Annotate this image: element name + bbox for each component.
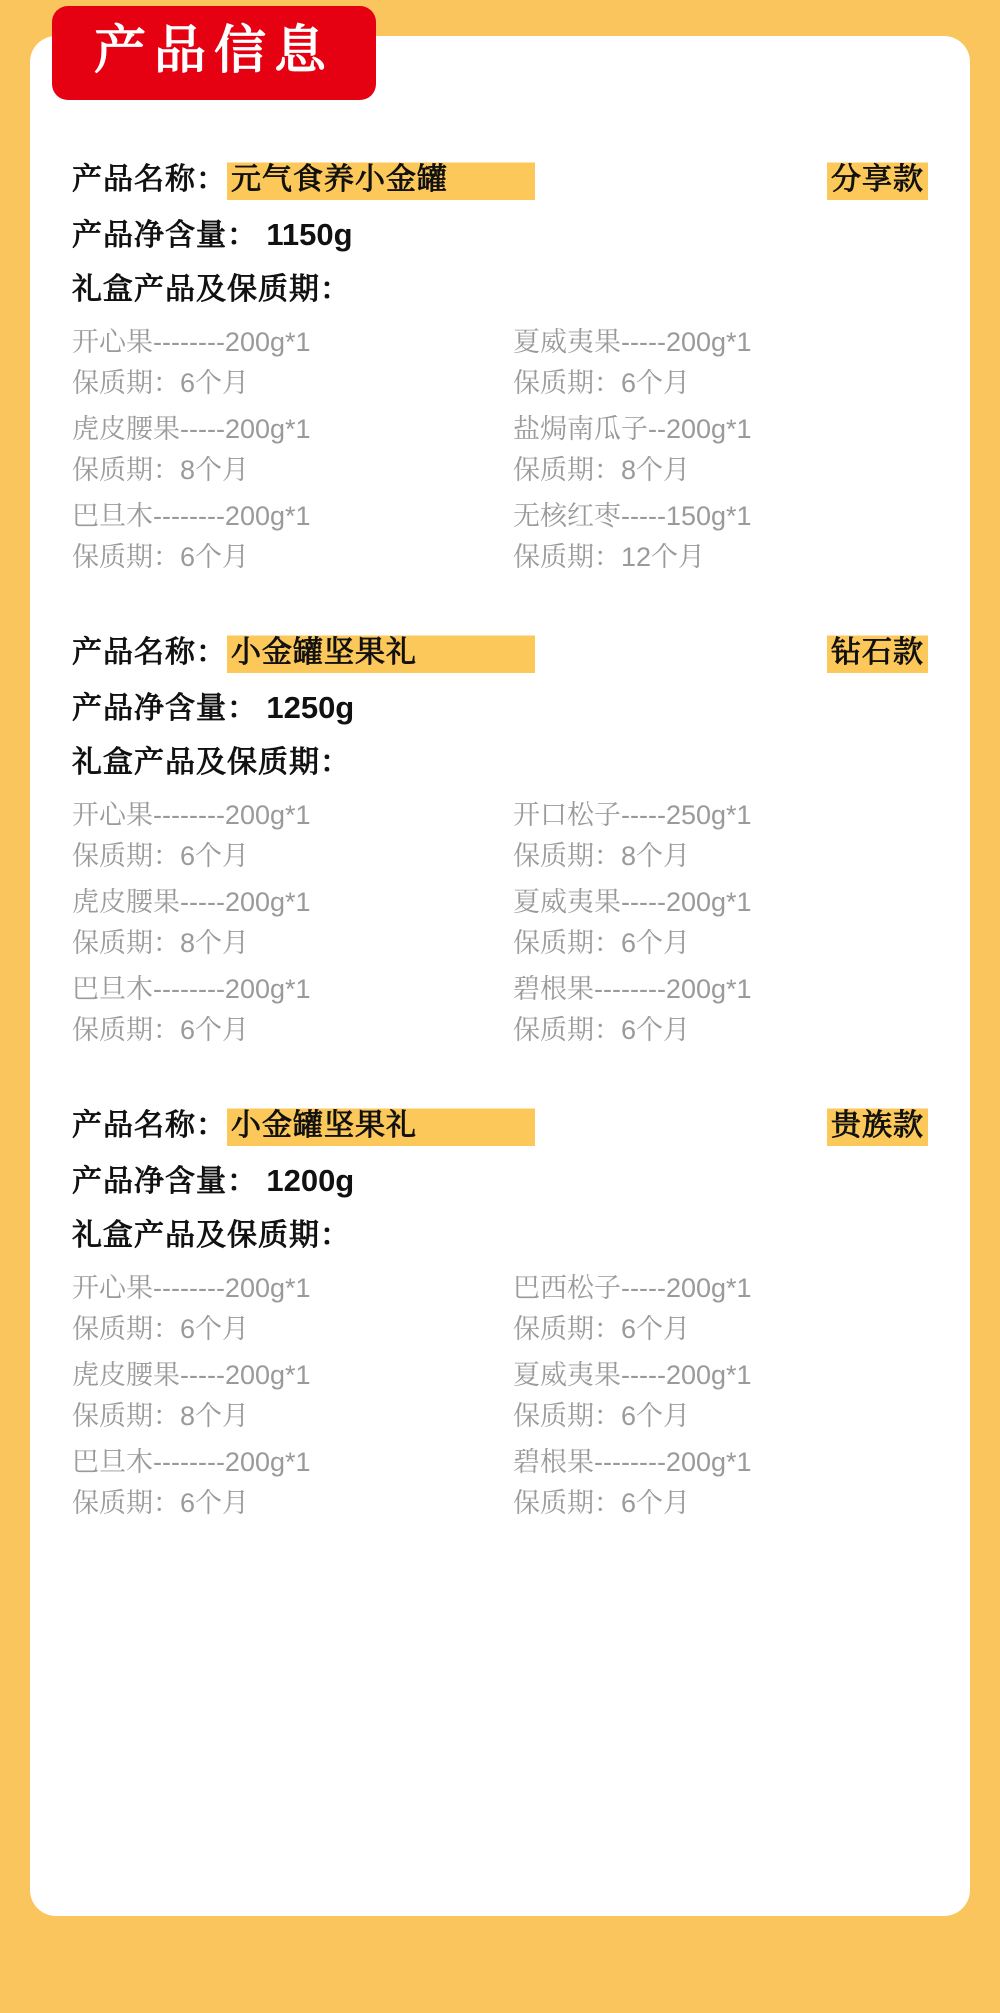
product-items-grid — [72, 795, 928, 1056]
product-name-left — [72, 627, 535, 673]
item-shelf-life: 保质期：8个月 — [513, 840, 691, 871]
page-title: 产品信息 — [94, 22, 335, 80]
list-item — [72, 1268, 487, 1349]
item-name: 巴西松子-----200g*1 — [513, 1273, 752, 1303]
item-name: 虎皮腰果-----200g*1 — [72, 1360, 311, 1390]
item-name: 虎皮腰果-----200g*1 — [72, 887, 311, 917]
product-weight-value: 1200g — [266, 1163, 355, 1198]
item-shelf-life: 保质期：6个月 — [72, 541, 250, 572]
product-block — [72, 1100, 928, 1529]
product-name-label: 产品名称： — [72, 163, 227, 196]
item-name: 虎皮腰果-----200g*1 — [72, 414, 311, 444]
product-weight-value: 1150g — [266, 217, 353, 252]
product-weight-row — [72, 210, 928, 254]
item-shelf-life: 保质期：6个月 — [513, 1313, 691, 1344]
product-items-grid — [72, 1268, 928, 1529]
list-item — [72, 409, 487, 490]
list-item — [72, 1442, 487, 1523]
product-weight-row — [72, 1156, 928, 1200]
item-name: 巴旦木--------200g*1 — [72, 974, 311, 1004]
item-shelf-life: 保质期：8个月 — [72, 927, 250, 958]
item-shelf-life: 保质期：6个月 — [72, 367, 250, 398]
product-edition-badge: 钻石款 — [827, 627, 928, 673]
product-name-row — [72, 1100, 928, 1146]
list-item — [513, 795, 928, 876]
list-item — [513, 882, 928, 963]
list-item — [513, 1268, 928, 1349]
product-edition-badge: 分享款 — [827, 154, 928, 200]
product-weight-value: 1250g — [266, 690, 355, 725]
item-shelf-life: 保质期：6个月 — [513, 1014, 691, 1045]
item-name: 碧根果--------200g*1 — [513, 1447, 752, 1477]
product-list — [30, 36, 970, 1529]
product-edition-badge: 贵族款 — [827, 1100, 928, 1146]
list-item — [72, 795, 487, 876]
item-shelf-life: 保质期：6个月 — [513, 1487, 691, 1518]
list-item — [72, 1355, 487, 1436]
product-block — [72, 627, 928, 1056]
item-name: 开心果--------200g*1 — [72, 1273, 311, 1303]
info-card — [30, 22, 970, 1916]
product-name-left — [72, 1100, 535, 1146]
product-weight-label: 产品净含量： — [72, 1165, 258, 1198]
product-name-left — [72, 154, 535, 200]
item-name: 夏威夷果-----200g*1 — [513, 887, 752, 917]
item-name: 碧根果--------200g*1 — [513, 974, 752, 1004]
list-item — [513, 1355, 928, 1436]
product-weight-row — [72, 683, 928, 727]
product-items-grid — [72, 322, 928, 583]
product-name-value: 小金罐坚果礼 — [227, 627, 535, 673]
list-item — [513, 969, 928, 1050]
item-shelf-life: 保质期：6个月 — [72, 1014, 250, 1045]
product-name-row — [72, 627, 928, 673]
product-weight-label: 产品净含量： — [72, 219, 258, 252]
product-weight-label: 产品净含量： — [72, 692, 258, 725]
item-name: 巴旦木--------200g*1 — [72, 501, 311, 531]
product-name-row — [72, 154, 928, 200]
list-item — [72, 969, 487, 1050]
list-item — [72, 882, 487, 963]
product-name-value: 元气食养小金罐 — [227, 154, 535, 200]
list-item — [72, 496, 487, 577]
item-name: 巴旦木--------200g*1 — [72, 1447, 311, 1477]
item-shelf-life: 保质期：6个月 — [72, 1487, 250, 1518]
list-item — [513, 409, 928, 490]
item-name: 夏威夷果-----200g*1 — [513, 327, 752, 357]
list-item — [513, 322, 928, 403]
item-shelf-life: 保质期：6个月 — [513, 367, 691, 398]
item-shelf-life: 保质期：6个月 — [513, 1400, 691, 1431]
item-name: 开口松子-----250g*1 — [513, 800, 752, 830]
item-shelf-life: 保质期：8个月 — [513, 454, 691, 485]
product-contents-label: 礼盒产品及保质期： — [72, 273, 351, 306]
item-name: 夏威夷果-----200g*1 — [513, 1360, 752, 1390]
item-name: 开心果--------200g*1 — [72, 327, 311, 357]
item-name: 盐焗南瓜子--200g*1 — [513, 414, 752, 444]
list-item — [513, 1442, 928, 1523]
product-contents-label: 礼盒产品及保质期： — [72, 1219, 351, 1252]
item-shelf-life: 保质期：12个月 — [513, 541, 706, 572]
product-name-label: 产品名称： — [72, 1109, 227, 1142]
item-shelf-life: 保质期：6个月 — [513, 927, 691, 958]
product-name-value: 小金罐坚果礼 — [227, 1100, 535, 1146]
item-shelf-life: 保质期：6个月 — [72, 1313, 250, 1344]
item-name: 无核红枣-----150g*1 — [513, 501, 752, 531]
item-shelf-life: 保质期：8个月 — [72, 1400, 250, 1431]
item-name: 开心果--------200g*1 — [72, 800, 311, 830]
product-contents-label: 礼盒产品及保质期： — [72, 746, 351, 779]
product-block — [72, 154, 928, 583]
item-shelf-life: 保质期：6个月 — [72, 840, 250, 871]
page-title-banner — [52, 6, 376, 100]
list-item — [513, 496, 928, 577]
list-item — [72, 322, 487, 403]
product-name-label: 产品名称： — [72, 636, 227, 669]
item-shelf-life: 保质期：8个月 — [72, 454, 250, 485]
